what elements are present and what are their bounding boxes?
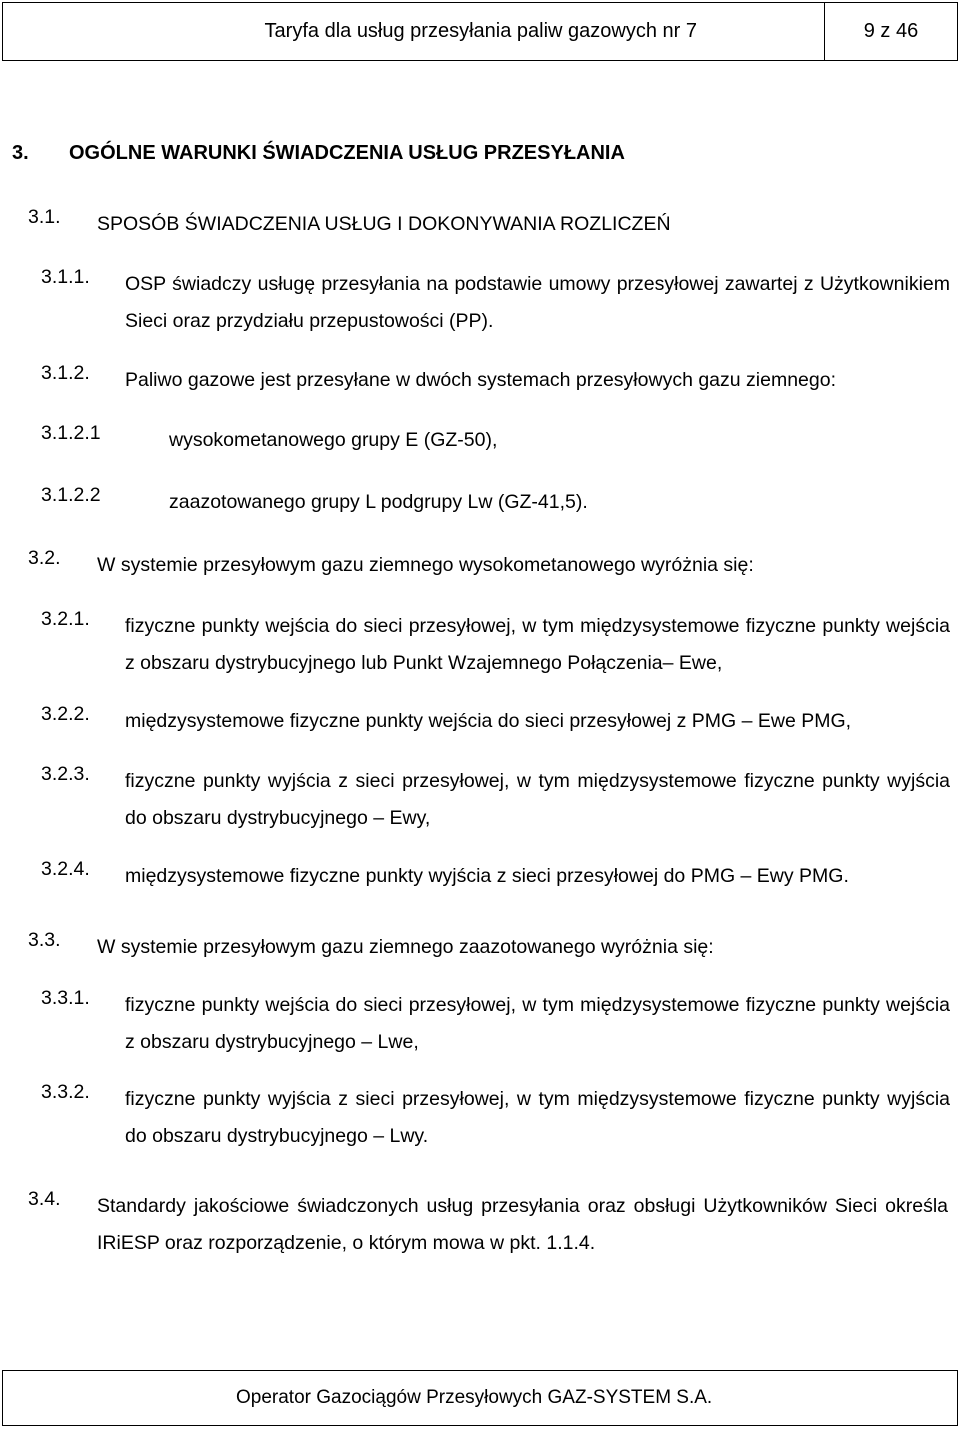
item-3-2-1 bbox=[41, 608, 950, 682]
item-text: Paliwo gazowe jest przesyłane w dwóch systemach przesyłowych gazu ziemnego: bbox=[125, 369, 836, 391]
item-number: 3.2.4. bbox=[41, 858, 90, 880]
item-3-1-2-1 bbox=[41, 422, 497, 459]
item-number: 3.1.2.2 bbox=[41, 484, 101, 506]
item-text: W systemie przesyłowym gazu ziemnego zaazotowanego wyróżnia się: bbox=[97, 936, 714, 958]
subsection-3-1 bbox=[28, 206, 671, 243]
item-3-1-2-2 bbox=[41, 484, 588, 521]
item-number: 3.2.1. bbox=[41, 608, 90, 630]
page-header bbox=[2, 2, 958, 61]
item-text: międzysystemowe fizyczne punkty wyjścia z sieci przesyłowej do PMG – Ewy PMG. bbox=[125, 865, 849, 887]
item-text: W systemie przesyłowym gazu ziemnego wysokometanowego wyróżnia się: bbox=[97, 554, 754, 576]
item-number: 3.2. bbox=[28, 547, 61, 569]
item-number: 3.3.1. bbox=[41, 987, 90, 1009]
item-number: 3.1.1. bbox=[41, 266, 90, 288]
item-number: 3.3.2. bbox=[41, 1081, 90, 1103]
subsection-3-4 bbox=[28, 1188, 948, 1262]
item-text: OSP świadczy usługę przesyłania na podstawie umowy przesyłowej zawartej z Użytkownikiem Sieci oraz przydziału przepustowości (PP). bbox=[125, 273, 950, 332]
item-text: międzysystemowe fizyczne punkty wejścia do sieci przesyłowej z PMG – Ewe PMG, bbox=[125, 710, 852, 732]
item-number: 3.4. bbox=[28, 1188, 61, 1210]
item-number: 3.1.2.1 bbox=[41, 422, 101, 444]
subsection-3-3 bbox=[28, 929, 714, 966]
item-text: fizyczne punkty wyjścia z sieci przesyłowej, w tym międzysystemowe fizyczne punkty wyjścia do obszaru dystrybucyjnego – Ewy, bbox=[125, 770, 950, 829]
item-text: fizyczne punkty wyjścia z sieci przesyłowej, w tym międzysystemowe fizyczne punkty wyjścia do obszaru dystrybucyjnego – Lwy. bbox=[125, 1088, 950, 1147]
item-3-2-2 bbox=[41, 703, 851, 740]
page-number: 9 z 46 bbox=[863, 20, 919, 42]
item-number: 3.1. bbox=[28, 206, 61, 228]
item-text: Standardy jakościowe świadczonych usług przesyłania oraz obsługi Użytkowników Sieci określa IRiESP oraz rozporządzenie, o którym mowa w pkt. 1.1.4. bbox=[97, 1195, 948, 1254]
item-number: 3.1.2. bbox=[41, 362, 90, 384]
item-3-3-2 bbox=[41, 1081, 950, 1155]
section-heading bbox=[12, 142, 625, 165]
item-number: 3.2.3. bbox=[41, 763, 90, 785]
footer-text: Operator Gazociągów Przesyłowych GAZ-SYSTEM S.A. bbox=[236, 1387, 713, 1408]
item-3-1-1 bbox=[41, 266, 950, 340]
item-text: wysokometanowego grupy E (GZ-50), bbox=[169, 429, 498, 451]
item-text: zaazotowanego grupy L podgrupy Lw (GZ-41,5). bbox=[169, 491, 588, 513]
page-footer bbox=[2, 1370, 958, 1426]
item-text: fizyczne punkty wejścia do sieci przesyłowej, w tym międzysystemowe fizyczne punkty wejścia z obszaru dystrybucyjnego lub Punkt Wzajemnego Połączenia– Ewe, bbox=[125, 615, 950, 674]
section-title: OGÓLNE WARUNKI ŚWIADCZENIA USŁUG PRZESYŁANIA bbox=[69, 142, 625, 164]
item-text: fizyczne punkty wejścia do sieci przesyłowej, w tym międzysystemowe fizyczne punkty wejścia z obszaru dystrybucyjnego – Lwe, bbox=[125, 994, 950, 1053]
item-number: 3.2.2. bbox=[41, 703, 90, 725]
item-3-3-1 bbox=[41, 987, 950, 1061]
subsection-3-2 bbox=[28, 547, 754, 584]
item-text: SPOSÓB ŚWIADCZENIA USŁUG I DOKONYWANIA ROZLICZEŃ bbox=[97, 213, 671, 235]
item-number: 3.3. bbox=[28, 929, 61, 951]
document-title: Taryfa dla usług przesyłania paliw gazowych nr 7 bbox=[3, 3, 825, 60]
section-number: 3. bbox=[12, 142, 29, 164]
item-3-1-2 bbox=[41, 362, 836, 399]
item-3-2-4 bbox=[41, 858, 849, 895]
item-3-2-3 bbox=[41, 763, 950, 837]
